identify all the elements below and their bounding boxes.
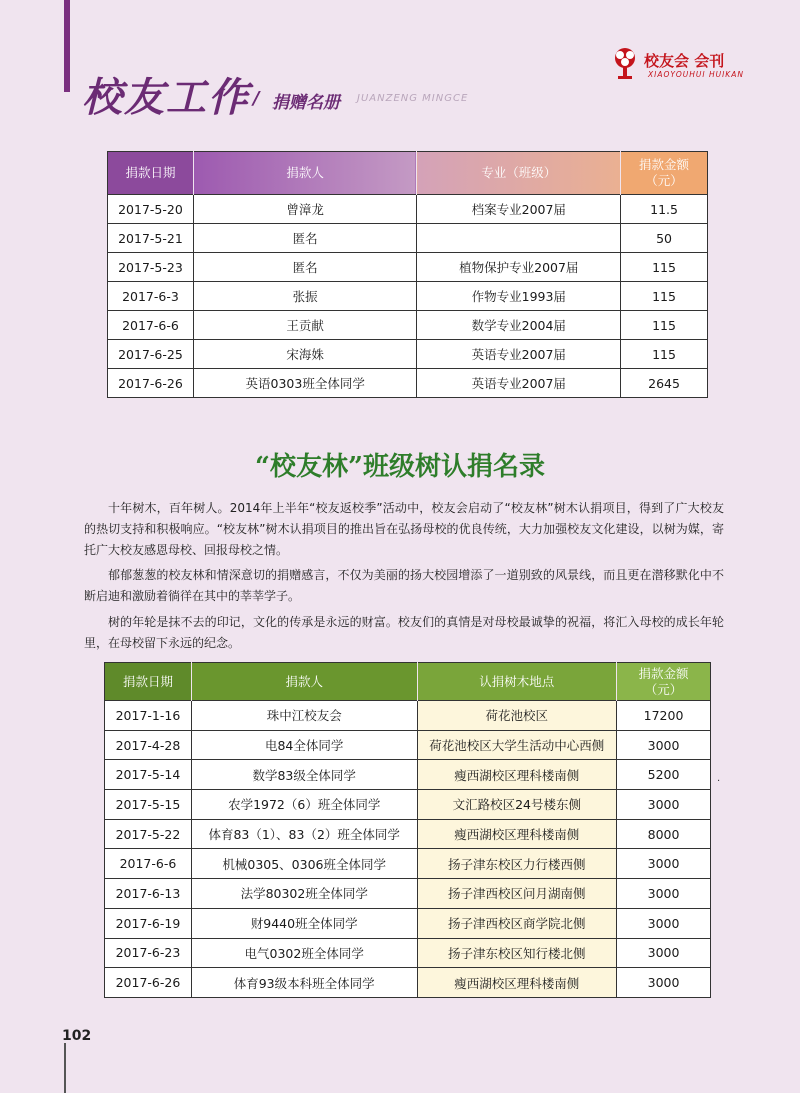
tree-donation-table (104, 662, 711, 998)
donation-table (107, 151, 708, 398)
cell-date: 2017-6-19 (105, 908, 192, 938)
cell-date: 2017-6-6 (105, 849, 192, 879)
cell-date: 2017-6-13 (105, 879, 192, 909)
column-header-amount (621, 152, 708, 195)
column-header-date: 捐款日期 (105, 663, 192, 701)
cell-amount: 3000 (617, 908, 711, 938)
cell-donor: 王贡献 (193, 311, 417, 340)
cell-amount: 5200 (617, 760, 711, 790)
cell-location: 瘦西湖校区理科楼南侧 (417, 968, 617, 998)
column-header-location: 认捐树木地点 (417, 663, 617, 701)
cell-location: 扬子津东校区力行楼西侧 (417, 849, 617, 879)
table-header-row (108, 152, 708, 195)
table-row (105, 730, 711, 760)
table-row (108, 195, 708, 224)
cell-major: 英语专业2007届 (417, 369, 621, 398)
cell-amount: 2645 (621, 369, 708, 398)
column-header-amount (617, 663, 711, 701)
stray-mark: . (717, 773, 721, 784)
intro-paragraph: 十年树木，百年树人。2014年上半年“校友返校季”活动中，校友会启动了“校友林”树木认捐项目，得到了广大校友的热切支持和积极响应。“校友林”树木认捐项目的推出旨在弘扬母校的优良传统，大力加强校友文化建设，以树为媒，寄托广大校友感恩母校、回报母校之情。 (84, 501, 724, 557)
cell-donor: 张振 (193, 282, 417, 311)
cell-amount: 3000 (617, 790, 711, 820)
column-header-amount-line2: （元） (644, 681, 683, 697)
cell-date: 2017-5-14 (105, 760, 192, 790)
cell-location: 瘦西湖校区理科楼南侧 (417, 819, 617, 849)
cell-date: 2017-5-15 (105, 790, 192, 820)
cell-amount: 3000 (617, 938, 711, 968)
table-row (105, 968, 711, 998)
cell-date: 2017-5-20 (108, 195, 194, 224)
cell-amount: 3000 (617, 879, 711, 909)
cell-major (417, 224, 621, 253)
cell-amount: 3000 (617, 730, 711, 760)
brand-pinyin: XIAOYOUHUI HUIKAN (648, 70, 744, 79)
cell-donor: 体育93级本科班全体同学 (191, 968, 417, 998)
cell-donor: 匿名 (193, 224, 417, 253)
column-header-amount-line1: 捐款金额 (639, 157, 690, 172)
cell-donor: 珠中江校友会 (191, 701, 417, 731)
table-row (108, 224, 708, 253)
cell-donor: 英语0303班全体同学 (193, 369, 417, 398)
column-header-amount-line1: 捐款金额 (638, 665, 689, 681)
cell-date: 2017-4-28 (105, 730, 192, 760)
cell-donor: 体育83（1）、83（2）班全体同学 (191, 819, 417, 849)
table-row (105, 908, 711, 938)
cell-major: 英语专业2007届 (417, 340, 621, 369)
cell-location: 文汇路校区24号楼东侧 (417, 790, 617, 820)
cell-location: 扬子津西校区问月湖南侧 (417, 879, 617, 909)
cell-amount: 115 (621, 282, 708, 311)
table-row (108, 369, 708, 398)
table-header-row (105, 663, 711, 701)
cell-amount: 17200 (617, 701, 711, 731)
cell-major: 植物保护专业2007届 (417, 253, 621, 282)
cell-date: 2017-1-16 (105, 701, 192, 731)
table-row (108, 282, 708, 311)
cell-donor: 法学80302班全体同学 (191, 879, 417, 909)
page-subtitle-pinyin: JUANZENG MINGCE (357, 93, 469, 104)
section-heading: “校友林”班级树认捐名录 (255, 452, 545, 482)
table-row (105, 849, 711, 879)
cell-major: 作物专业1993届 (417, 282, 621, 311)
cell-date: 2017-5-21 (108, 224, 194, 253)
cell-date: 2017-6-3 (108, 282, 194, 311)
cell-donor: 曾漳龙 (193, 195, 417, 224)
table-row (108, 253, 708, 282)
cell-date: 2017-6-26 (108, 369, 194, 398)
cell-donor: 电84全体同学 (191, 730, 417, 760)
table-row (105, 819, 711, 849)
header-separator: / (253, 88, 260, 109)
column-header-donor: 捐款人 (193, 152, 417, 195)
intro-paragraph: 树的年轮是抹不去的印记，文化的传承是永远的财富。校友们的真情是对母校最诚挚的祝福，将汇入母校的成长年轮里，在母校留下永远的纪念。 (84, 615, 724, 650)
cell-amount: 115 (621, 311, 708, 340)
magazine-brand (610, 46, 780, 86)
cell-amount: 115 (621, 253, 708, 282)
cell-location: 荷花池校区大学生活动中心西侧 (417, 730, 617, 760)
cell-amount: 8000 (617, 819, 711, 849)
cell-donor: 机械0305、0306班全体同学 (191, 849, 417, 879)
cell-donor: 宋海姝 (193, 340, 417, 369)
cell-donor: 财9440班全体同学 (191, 908, 417, 938)
cell-amount: 11.5 (621, 195, 708, 224)
page-section-title: 校友工作 (82, 75, 250, 121)
table-row (105, 879, 711, 909)
table-row (105, 760, 711, 790)
cell-date: 2017-5-23 (108, 253, 194, 282)
column-header-date: 捐款日期 (108, 152, 194, 195)
cell-amount: 115 (621, 340, 708, 369)
brand-name-main: 校友会 (644, 52, 690, 70)
cell-location: 瘦西湖校区理科楼南侧 (417, 760, 617, 790)
table-row (105, 701, 711, 731)
cell-location: 荷花池校区 (417, 701, 617, 731)
cell-donor: 农学1972（6）班全体同学 (191, 790, 417, 820)
cell-date: 2017-6-23 (105, 938, 192, 968)
alumni-logo-icon (610, 46, 640, 80)
cell-major: 数学专业2004届 (417, 311, 621, 340)
column-header-major: 专业（班级） (417, 152, 621, 195)
cell-amount: 50 (621, 224, 708, 253)
table-row (108, 311, 708, 340)
cell-amount: 3000 (617, 968, 711, 998)
cell-location: 扬子津西校区商学院北侧 (417, 908, 617, 938)
cell-amount: 3000 (617, 849, 711, 879)
page-number: 102 (62, 1028, 92, 1044)
brand-name (644, 50, 724, 71)
intro-paragraph: 郁郁葱葱的校友林和情深意切的捐赠感言，不仅为美丽的扬大校园增添了一道别致的风景线，而且更在潜移默化中不断启迪和激励着徜徉在其中的莘莘学子。 (84, 568, 724, 603)
column-header-donor: 捐款人 (191, 663, 417, 701)
cell-date: 2017-6-26 (105, 968, 192, 998)
cell-date: 2017-6-25 (108, 340, 194, 369)
table-row (108, 340, 708, 369)
page-subtitle: 捐赠名册 (272, 93, 340, 113)
cell-donor: 电气0302班全体同学 (191, 938, 417, 968)
column-header-amount-line2: （元） (645, 173, 683, 188)
header-accent-bar (64, 0, 70, 92)
footer-accent-line (64, 1043, 66, 1093)
table-row (105, 790, 711, 820)
table-row (105, 938, 711, 968)
cell-donor: 数学83级全体同学 (191, 760, 417, 790)
brand-name-suffix: 会刊 (694, 52, 725, 70)
cell-major: 档案专业2007届 (417, 195, 621, 224)
cell-date: 2017-6-6 (108, 311, 194, 340)
cell-location: 扬子津东校区知行楼北侧 (417, 938, 617, 968)
cell-date: 2017-5-22 (105, 819, 192, 849)
cell-donor: 匿名 (193, 253, 417, 282)
